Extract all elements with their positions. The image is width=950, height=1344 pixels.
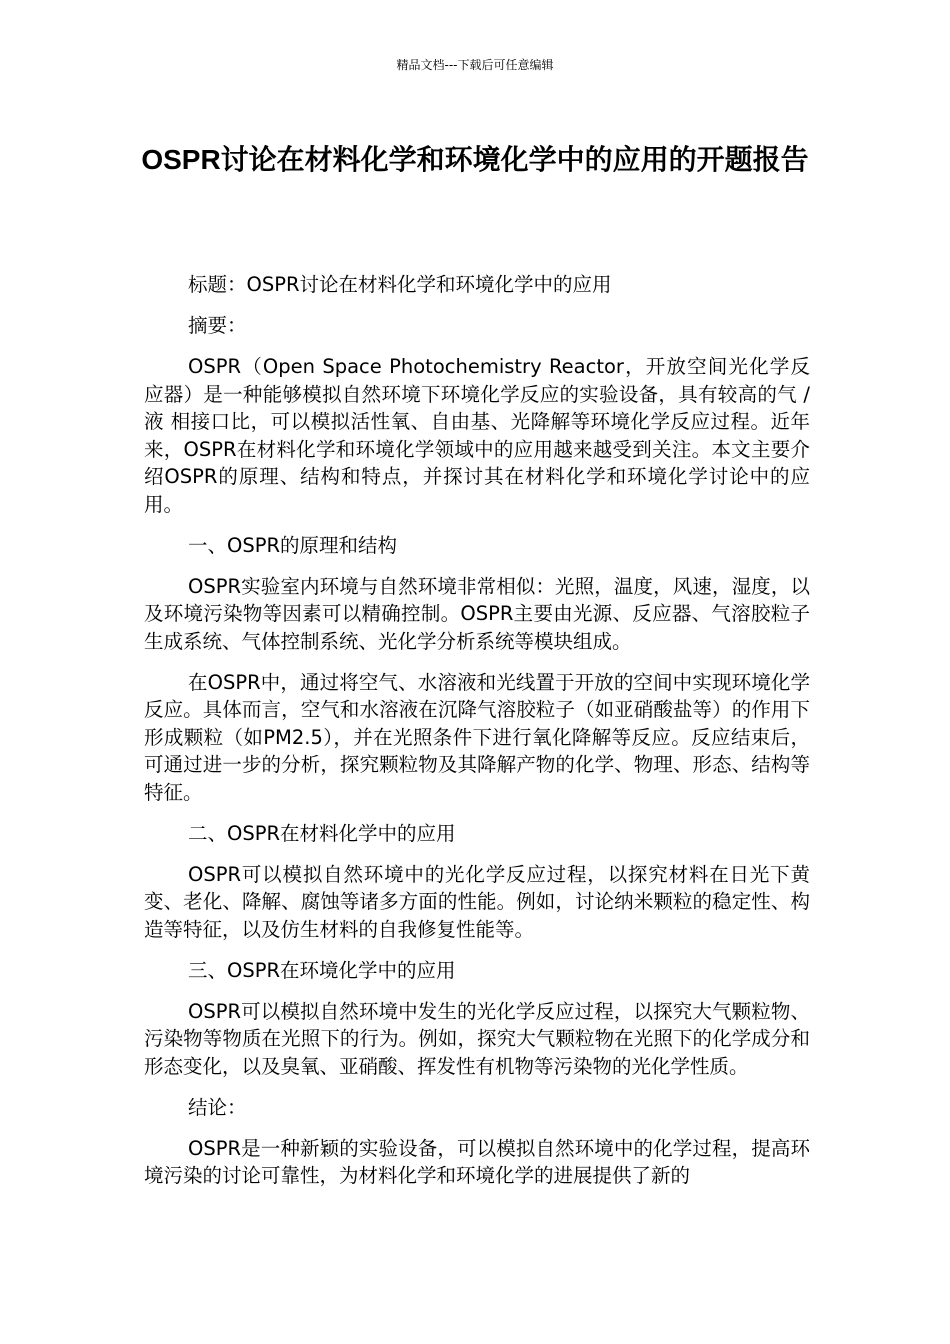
section-heading-environment: 三、OSPR在环境化学中的应用 — [188, 958, 456, 982]
conclusion-heading: 结论： — [188, 1095, 247, 1119]
document-title: OSPR讨论在材料化学和环境化学中的应用的开题报告 — [141, 144, 809, 175]
environment-paragraph: OSPR可以模拟自然环境中发生的光化学反应过程，以探究大气颗粒物、污染物等物质在光照下的行为。例如，探究大气颗粒物在光照下的化学成分和形态变化，以及臭氧、亚硝酸、挥发性有机物等污染物的光化学性质。 — [144, 999, 810, 1078]
principle-paragraph-1: OSPR实验室内环境与自然环境非常相似：光照，温度，风速，湿度，以及环境污染物等因素可以精确控制。OSPR主要由光源、反应器、气溶胶粒子生成系统、气体控制系统、光化学分析系统等模块组成。 — [144, 574, 810, 653]
subject-line: 标题：OSPR讨论在材料化学和环境化学中的应用 — [188, 273, 612, 296]
materials-paragraph: OSPR可以模拟自然环境中的光化学反应过程，以探究材料在日光下黄变、老化、降解、腐蚀等诸多方面的性能。例如，讨论纳米颗粒的稳定性、构造等特征，以及仿生材料的自我修复性能等。 — [144, 862, 810, 941]
section-heading-materials: 二、OSPR在材料化学中的应用 — [188, 821, 456, 845]
abstract-paragraph: OSPR（Open Space Photochemistry Reactor，开放空间光化学反应器）是一种能够模拟自然环境下环境化学反应的实验设备，具有较高的气 / 液 相接口比，可以模拟活性氧、自由基、光降解等环境化学反应过程。近年来，OSPR在材料化学和环境化学领域中的应用越来越受到关注。本文主要介绍OSPR的原理、结构和特点，并探讨其在材料化学和环境化学讨论中的应用。 — [144, 355, 810, 516]
principle-paragraph-2: 在OSPR中，通过将空气、水溶液和光线置于开放的空间中实现环境化学反应。具体而言，空气和水溶液在沉降气溶胶粒子（如亚硝酸盐等）的作用下形成颗粒（如PM2.5），并在光照条件下进行氧化降解等反应。反应结束后，可通过进一步的分析，探究颗粒物及其降解产物的化学、物理、形态、结构等特征。 — [144, 670, 810, 804]
abstract-heading: 摘要： — [188, 314, 247, 337]
section-heading-principle: 一、OSPR的原理和结构 — [188, 533, 398, 557]
header-note: 精品文档---下载后可任意编辑 — [396, 58, 554, 72]
document-body — [144, 271, 810, 1203]
conclusion-paragraph: OSPR是一种新颖的实验设备，可以模拟自然环境中的化学过程，提高环境污染的讨论可靠性，为材料化学和环境化学的进展提供了新的 — [144, 1136, 810, 1187]
